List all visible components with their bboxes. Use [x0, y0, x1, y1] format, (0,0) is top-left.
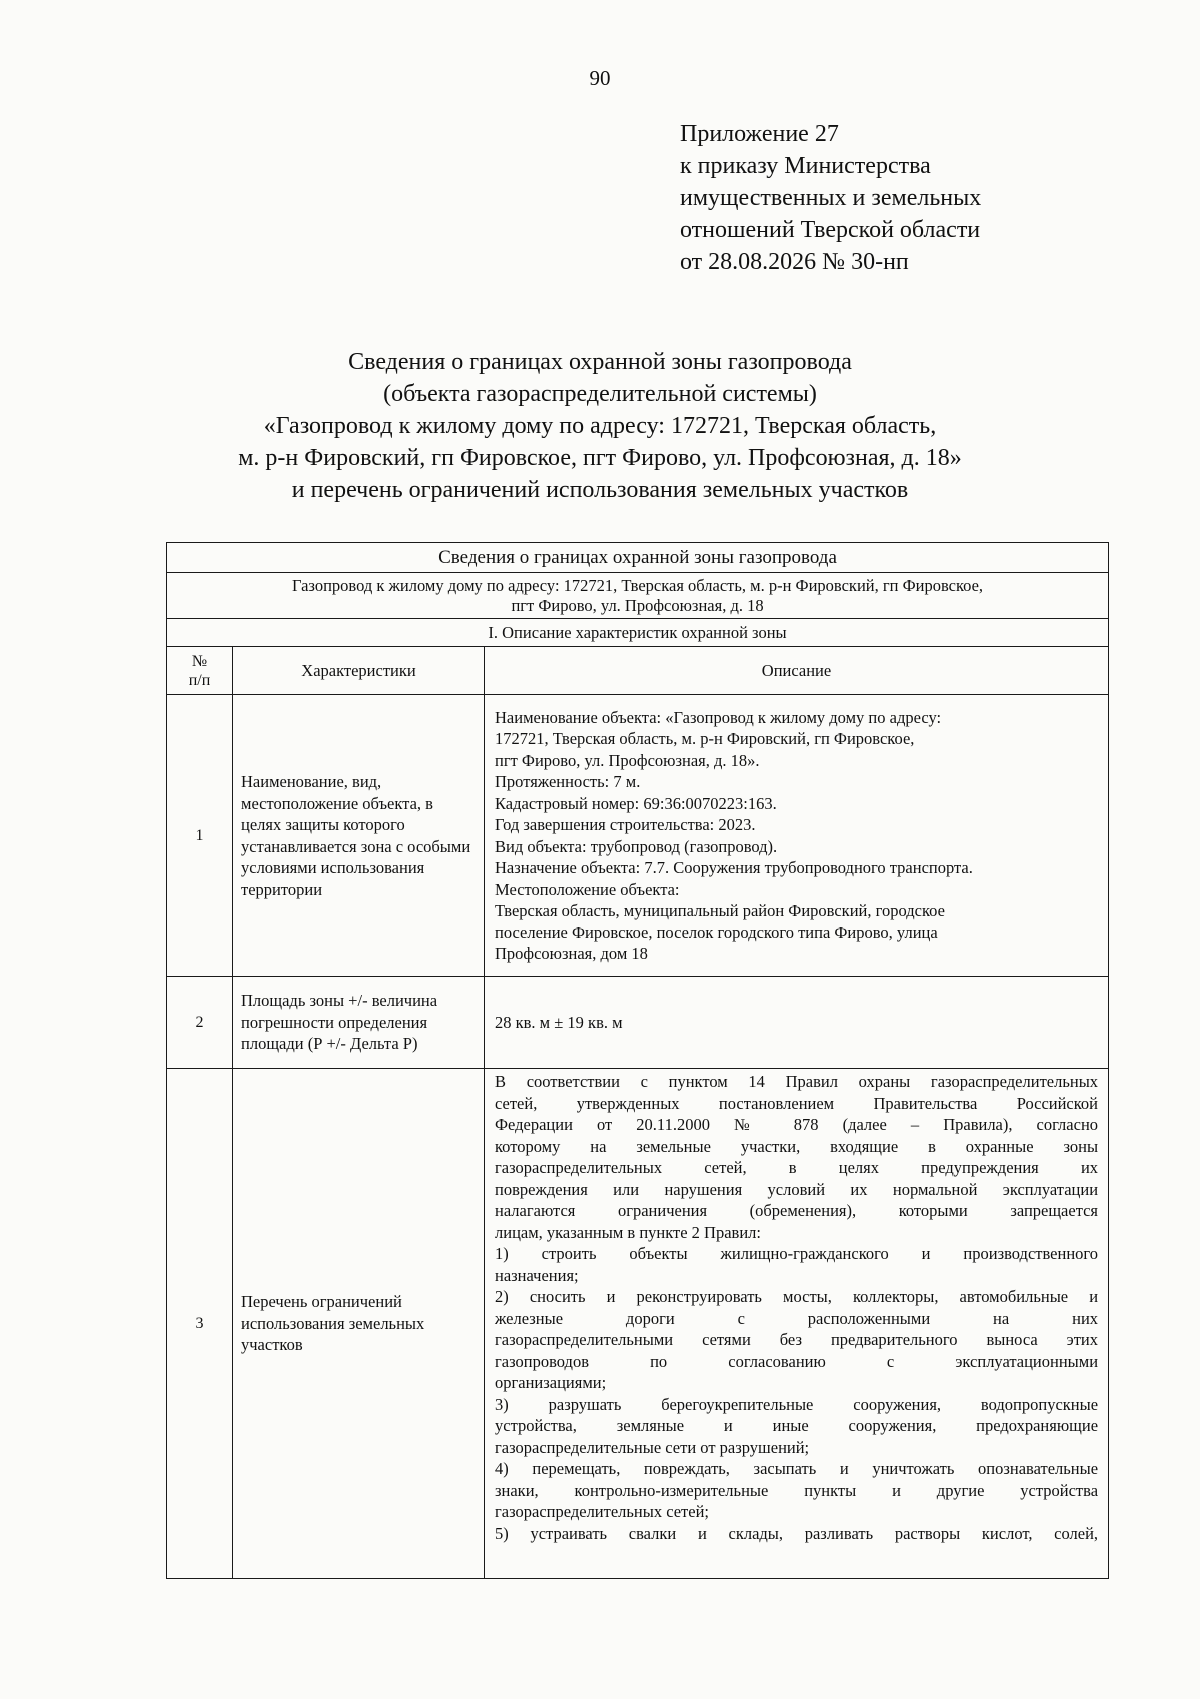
desc-line: 2) сносить и реконструировать мосты, коллекторы, автомобильные и: [495, 1287, 1099, 1306]
section-title: I. Описание характеристик охранной зоны: [167, 619, 1109, 647]
document-title: [150, 346, 1050, 506]
desc-line: лицам, указанным в пункте 2 Правил:: [495, 1222, 761, 1242]
desc-line: сетей, утвержденных постановлением Правительства Российской: [495, 1093, 1099, 1113]
page-number: 90: [589, 66, 611, 90]
row-description: [485, 977, 1109, 1069]
desc-line: 28 кв. м ± 19 кв. м: [495, 1012, 623, 1032]
table-caption: Сведения о границах охранной зоны газопровода: [167, 543, 1109, 573]
desc-line: повреждения или нарушения условий их нормальной эксплуатации: [495, 1179, 1099, 1199]
appendix-line: от 28.08.2026 № 30-нп: [680, 249, 909, 275]
title-line: и перечень ограничений использования земельных участков: [291, 477, 909, 503]
desc-line: пгт Фирово, ул. Профсоюзная, д. 18».: [495, 750, 760, 770]
desc-line: знаки, контрольно-измерительные пункты и другие устройства: [495, 1480, 1099, 1500]
row-number: 3: [167, 1069, 233, 1579]
row-characteristic: Наименование, вид, местоположение объекта, в целях защиты которого устанавливается зона с особыми условиями использования территории: [233, 695, 485, 977]
row-description: [485, 695, 1109, 977]
table-row: [167, 977, 1109, 1069]
appendix-block: [680, 118, 981, 278]
desc-line: В соответствии с пунктом 14 Правил охраны газораспределительных: [495, 1072, 1099, 1091]
appendix-line: отношений Тверской области: [680, 217, 981, 243]
desc-line: Год завершения строительства: 2023.: [495, 815, 756, 834]
desc-line: налагаются ограничения (обременения), которыми запрещается: [495, 1201, 1099, 1220]
row-number: 1: [167, 695, 233, 977]
object-line: Газопровод к жилому дому по адресу: 172721, Тверская область, м. р-н Фировский, гп Фировское,: [291, 575, 984, 595]
desc-line: железные дороги с расположенными на них: [495, 1308, 1099, 1328]
desc-line: 1) строить объекты жилищно-гражданского и производственного: [495, 1244, 1099, 1263]
column-header-characteristics: Характеристики: [233, 647, 485, 695]
desc-line: поселение Фировское, поселок городского типа Фирово, улица: [495, 922, 938, 942]
object-line: пгт Фирово, ул. Профсоюзная, д. 18: [511, 595, 764, 615]
desc-line: Тверская область, муниципальный район Фировский, городское: [495, 901, 945, 920]
row-characteristic: Перечень ограничений использования земельных участков: [233, 1069, 485, 1579]
title-line: (объекта газораспределительной системы): [383, 381, 817, 407]
desc-line: Федерации от 20.11.2000 № 878 (далее – Правила), согласно: [495, 1115, 1099, 1134]
desc-line: назначения;: [495, 1265, 579, 1285]
desc-line: Протяженность: 7 м.: [495, 772, 641, 791]
appendix-line: Приложение 27: [680, 121, 839, 147]
col-num-line: п/п: [188, 671, 211, 689]
table-row: [167, 695, 1109, 977]
zone-table: [166, 542, 1109, 1579]
appendix-line: имущественных и земельных: [680, 185, 982, 211]
title-line: Сведения о границах охранной зоны газопровода: [348, 349, 852, 375]
desc-line: газораспределительные сети от разрушений;: [495, 1437, 810, 1457]
desc-line: 4) перемещать, повреждать, засыпать и уничтожать опознавательные: [495, 1459, 1099, 1478]
desc-line: которому на земельные участки, входящие в охранные зоны: [495, 1136, 1099, 1156]
desc-line: 172721, Тверская область, м. р-н Фировский, гп Фировское,: [495, 729, 915, 748]
title-line: м. р-н Фировский, гп Фировское, пгт Фирово, ул. Профсоюзная, д. 18»: [238, 445, 962, 471]
desc-line: Кадастровый номер: 69:36:0070223:163.: [495, 793, 777, 813]
desc-line: устройства, земляные и иные сооружения, предохраняющие: [495, 1416, 1099, 1435]
column-header-description: Описание: [485, 647, 1109, 695]
desc-line: организациями;: [495, 1373, 607, 1392]
appendix-line: к приказу Министерства: [680, 153, 931, 179]
row-description: [485, 1069, 1109, 1579]
table-object-cell: [167, 573, 1109, 619]
row-number: 2: [167, 977, 233, 1069]
desc-line: Вид объекта: трубопровод (газопровод).: [495, 836, 778, 856]
column-header-number: [167, 647, 233, 695]
table-row: [167, 1069, 1109, 1579]
desc-line: Наименование объекта: «Газопровод к жилому дому по адресу:: [495, 707, 942, 727]
desc-line: Профсоюзная, дом 18: [495, 944, 648, 963]
desc-line: газораспределительными сетями без предварительного выноса этих: [495, 1330, 1099, 1349]
desc-line: газораспределительных сетей, в целях предупреждения их: [495, 1158, 1099, 1177]
desc-line: газораспределительных сетей;: [495, 1502, 710, 1521]
title-line: «Газопровод к жилому дому по адресу: 172721, Тверская область,: [263, 413, 937, 439]
desc-line: 3) разрушать берегоукрепительные сооружения, водопропускные: [495, 1394, 1099, 1414]
desc-line: газопроводов по согласованию с эксплуатационными: [495, 1351, 1099, 1371]
desc-line: Назначение объекта: 7.7. Сооружения трубопроводного транспорта.: [495, 858, 973, 877]
col-num-line: №: [191, 652, 208, 670]
desc-line: Местоположение объекта:: [495, 879, 680, 899]
desc-line: 5) устраивать свалки и склады, разливать растворы кислот, солей,: [495, 1523, 1099, 1543]
row-characteristic: Площадь зоны +/- величина погрешности определения площади (Р +/- Дельта Р): [233, 977, 485, 1069]
